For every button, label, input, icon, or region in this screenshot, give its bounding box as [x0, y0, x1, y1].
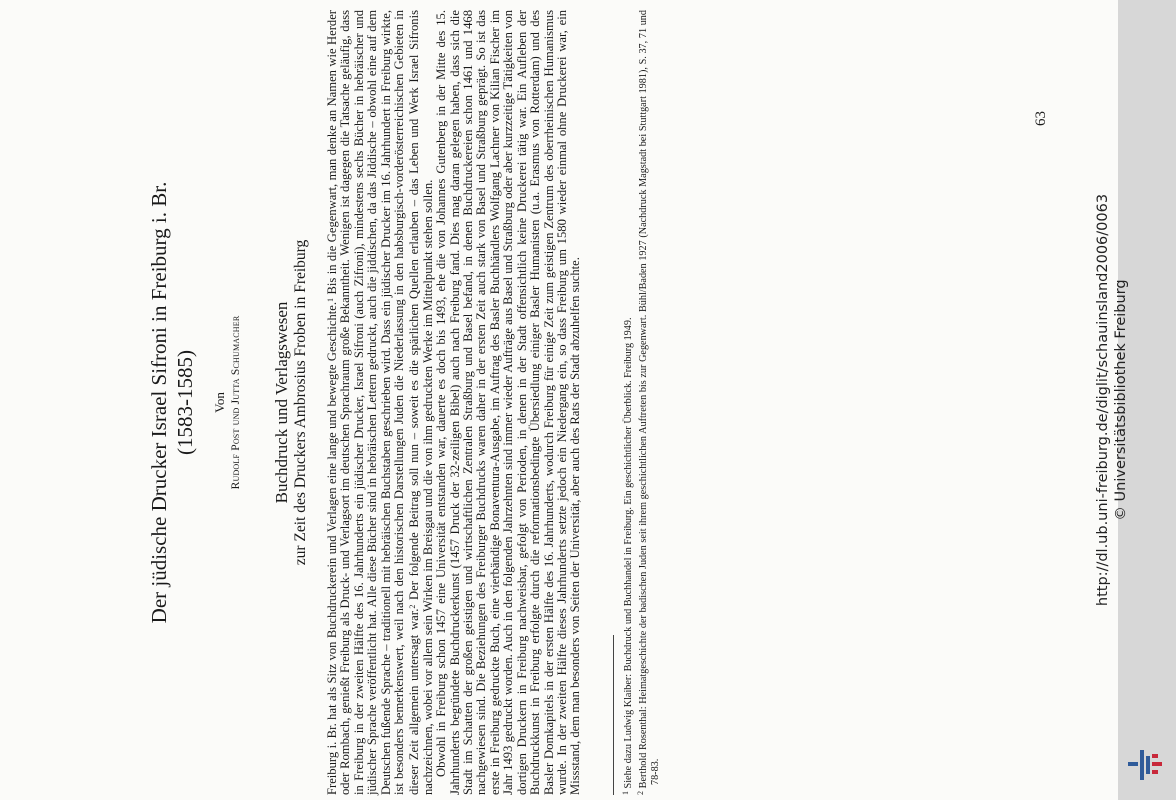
section-title: Buchdruck und Verlagswesen	[272, 301, 291, 504]
byline-authors: Rudolf Post und Jutta Schumacher	[230, 315, 242, 490]
article-title: Der jüdische Drucker Israel Sifroni in Freiburg i. Br.	[147, 181, 171, 624]
footnotes	[620, 10, 662, 795]
footnote-divider	[613, 635, 614, 795]
page-number: 63	[1033, 111, 1049, 126]
footnote-reference-2: 2	[408, 604, 418, 609]
footnote-1	[620, 10, 635, 795]
paragraph-1-part-b: Bis in die Gegenwart, man denke an Namen wie Herder oder Rombach, genießt Freiburg als Druck- und Verlagsort im deutschen Sprachraum große Bekanntheit. Wenigen ist dagegen die Tatsache geläufig, dass in Freiburg in der zweiten Hälfte des 16. Jahrhunderts ein jüdischer Drucker, Israel Sifroni (auch Zifroni), mindestens sechs Bücher in hebräischer und jüdischer Sprache veröffentlicht hat. Alle diese Bücher sind in hebräischen Lettern gedruckt, auch die jiddischen, da das Jiddische – obwohl eine auf dem Deutschen fußende Sprache – traditionell mit hebräischen Buchstaben geschrieben wird. Dass ein jüdischer Drucker im 16. Jahrhundert in Freiburg wirkte, ist besonders bemerkenswert, weil nach den historischen Darstellungen Juden die Niederlassung in den habsburgisch-vorderösterreichischen Gebieten in dieser Zeit allgemein untersagt war.	[325, 10, 422, 795]
byline-von: Von	[212, 392, 227, 413]
footnote-2	[635, 10, 662, 795]
source-url-link[interactable]: http://dl.ub.uni-freiburg.de/diglit/schauinsland2006/0063	[1095, 193, 1111, 607]
article-dates: (1583-1585)	[173, 350, 197, 455]
footnote-1-mark: 1	[620, 791, 630, 795]
section-subtitle: zur Zeit des Druckers Ambrosius Froben in Freiburg	[292, 239, 309, 566]
footnote-1-text: Siehe dazu Ludwig Klaiber: Buchdruck und Buchhandel in Freiburg. Ein geschichtlicher Überblick. Freiburg 1949.	[622, 317, 634, 789]
page-content	[140, 10, 1020, 795]
body-text	[324, 10, 583, 795]
footnote-2-text: Berthold Rosenthal: Heimatgeschichte der badischen Juden seit ihrem geschichtlichen Auftreten bis zur Gegenwart. Bühl/Baden 1927 (Nachdruck Magstadt bei Stuttgart 1981), S. 37, 71 und 78-83.	[637, 10, 661, 789]
copyright-notice: © Universitätsbibliothek Freiburg	[1113, 279, 1129, 521]
footnote-2-mark: 2	[635, 791, 645, 795]
footnote-reference-1: 1	[326, 298, 335, 302]
paragraph-1-part-c: Der folgende Beitrag soll nun – soweit es die spärlichen Quellen erlauben – das Leben und Werk Israel Sifronis nachzeichnen, wobei vor allem sein Wirken im Breisgau und die von ihm gedruckten Werke im Mittelpunkt stehen sollen.	[407, 10, 435, 795]
sidebar-caption	[1094, 0, 1152, 800]
paragraph-1	[324, 10, 435, 795]
paragraph-1-part-a: Freiburg i. Br. hat als Sitz von Buchdruckerein und Verlagen eine lange und bewegte Geschichte.	[325, 302, 339, 795]
library-logo-icon	[1124, 742, 1170, 788]
paragraph-2: Obwohl in Freiburg schon 1457 eine Universität entstanden war, dauerte es doch bis 1493, ehe die von Johannes Gutenberg in der Mitte des 15. Jahrhunderts begründete Buchdruckerkunst (1457 Druck der 32-zeiligen Bibel) auch nach Freiburg fand. Dies mag daran gelegen haben, dass sich die Stadt im Schatten der großen geistigen und wirtschaftlichen Zentralen Straßburg und Basel befand, in denen Buchdruckereien schon 1461 und 1468 nachgewiesen sind. Die Beziehungen des Freiburger Buchdrucks waren daher in der ersten Zeit auch stark von Basel und Straßburg geprägt. So ist das erste in Freiburg gedruckte Buch, eine vierbändige Bonaventura-Ausgabe, im Auftrag des Basler Buchhändlers Wolfgang Lachner von Kilian Fischer im Jahr 1493 gedruckt worden. Auch in den folgenden Jahrzehnten sind immer wieder Aufträge aus Basel und Straßburg oder aber kurzzeitige Tätigkeiten von dortigen Druckern in Freiburg nachweisbar, gefolgt von Perioden, in denen in der Stadt offensichtlich keine Druckerei tätig war. Ein Aufleben der Buchdruckkunst in Freiburg erfolgte durch die reformationsbedingte Übersiedlung einiger Basler Humanisten (u.a. Erasmus von Rotterdam) und des Basler Domkapitels in der ersten Hälfte des 16. Jahrhunderts, wodurch Freiburg für einige Zeit zum geistigen Zentrum des oberrheinischen Humanismus wurde. In der zweiten Hälfte dieses Jahrhunderts setzte jedoch ein Niedergang ein, so dass Freiburg um 1580 wieder einmal ohne Druckerei war, ein Missstand, dem man besonders von Seiten der Universität, aber auch des Rats der Stadt abzuhelfen suchte.	[434, 10, 583, 795]
